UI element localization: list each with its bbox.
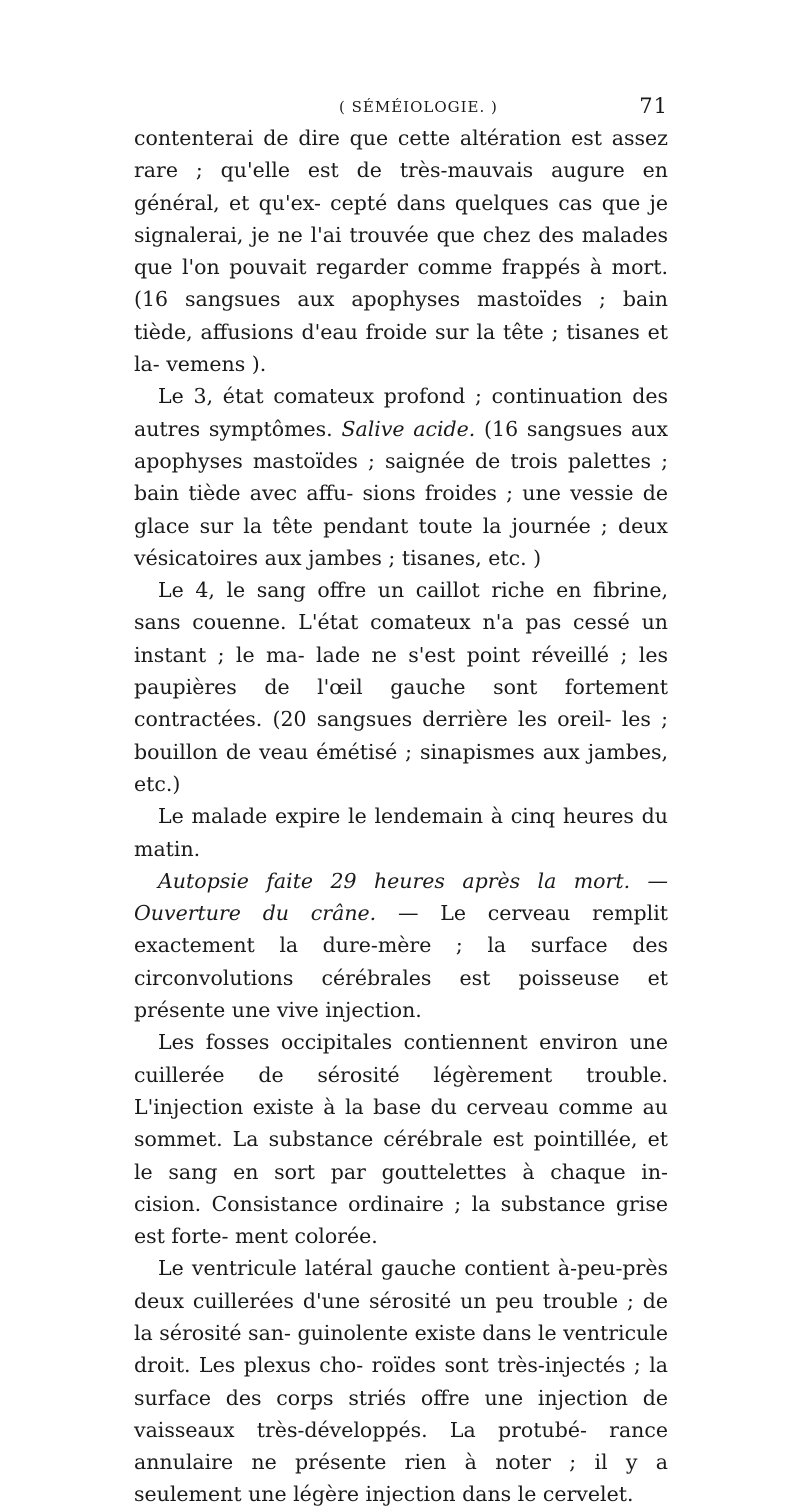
paragraph-occipital xyxy=(134,1026,668,1252)
page-number: 71 xyxy=(639,94,668,118)
text-segment: Le 3, état comateux profond ; continuation des autres symptômes. xyxy=(134,384,668,441)
text-segment: Le malade expire le lendemain à cinq heures du matin. xyxy=(134,804,668,861)
paragraph-continuation xyxy=(134,122,668,380)
paragraph-day-4 xyxy=(134,574,668,800)
running-head: ( SÉMÉIOLOGIE. ) xyxy=(339,98,498,116)
text-segment: contenterai de dire que cette altération est assez rare ; qu'elle est de très-mauvais augure en général, et qu'ex- cepté dans quelques cas que je signalerai, je ne l'ai trouvée que chez des malades que l'on pouvait regarder comme frappés à mort. (16 sangsues aux apophyses mastoïdes ; bain tiède, affusions d'eau froide sur la tête ; tisanes et la- vemens ). xyxy=(134,126,668,377)
paragraph-death xyxy=(134,800,668,865)
page-header xyxy=(134,94,668,120)
italic-segment: Autopsie faite 29 heures après la mort. — Ouverture du crâne. xyxy=(134,868,668,926)
paragraph-autopsy xyxy=(134,865,668,1026)
text-segment: Le ventricule latéral gauche contient à-peu-près deux cuillerées d'une sérosité un peu trouble ; de la sérosité san- guinolente existe dans le ventricule droit. Les plexus cho- roïdes sont très-injectés ; la surface des corps striés offre une injection de vaisseaux très-développés. La protubé- rance annulaire ne présente rien à noter ; il y a seulement une légère injection dans le cervelet. xyxy=(134,1256,668,1507)
paragraph-day-3 xyxy=(134,380,668,574)
text-segment: — Le cerveau remplit exactement la dure-mère ; la surface des circonvolutions cérébrales est poisseuse et présente une vive injection. xyxy=(134,901,668,1023)
italic-segment: Salive acide. xyxy=(341,416,476,441)
text-segment: Les fosses occipitales contiennent environ une cuillerée de sérosité légèrement trouble. L'injection existe à la base du cerveau comme au sommet. La substance cérébrale est pointillée, et le sang en sort par gouttelettes à chaque in- cision. Consistance ordinaire ; la substance grise est forte- ment colorée. xyxy=(134,1030,668,1249)
text-segment: (16 sangsues aux apophyses mastoïdes ; saignée de trois palettes ; bain tiède avec affu- sions froides ; une vessie de glace sur la tête pendant toute la journée ; deux vésicatoires aux jambes ; tisanes, etc. ) xyxy=(134,416,669,570)
text-segment: Le 4, le sang offre un caillot riche en fibrine, sans couenne. L'état comateux n'a pas cessé un instant ; le ma- lade ne s'est point réveillé ; les paupières de l'œil gauche sont fortement contractées. (20 sangsues derrière les oreil- les ; bouillon de veau émétisé ; sinapismes aux jambes, etc.) xyxy=(134,578,668,796)
body-text xyxy=(134,122,668,1511)
paragraph-ventricle xyxy=(134,1252,668,1510)
